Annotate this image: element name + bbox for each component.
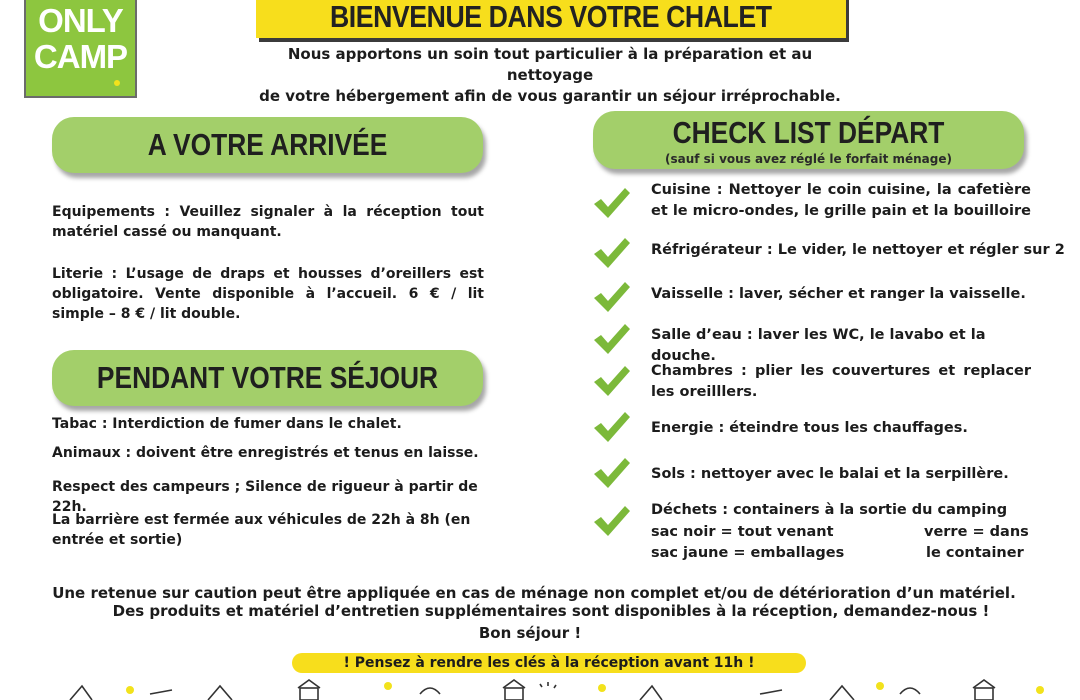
- page-title-banner: [256, 0, 846, 38]
- intro-line-2: de votre hébergement afin de vous garantir un séjour irréprochable.: [259, 87, 841, 105]
- footer-produits: Des produits et matériel d’entretien supplémentaires sont disponibles à la réception, demandez-nous !: [112, 602, 990, 620]
- checklist-item-chambres: Chambres : plier les couvertures et replacer les oreilllers.: [651, 363, 1031, 400]
- section-depart-subtitle: (sauf si vous avez réglé le forfait ménage): [665, 152, 952, 166]
- camping-doodles: [0, 674, 1080, 700]
- section-arrivee-header: [52, 117, 483, 173]
- section-sejour-header: [52, 350, 483, 406]
- check-icon: [592, 322, 632, 356]
- check-icon: [592, 504, 632, 538]
- keys-return-notice: ! Pensez à rendre les clés à la réception avant 11h !: [292, 653, 806, 673]
- sejour-respect: Respect des campeurs ; Silence de rigueur à partir de 22h.: [52, 479, 478, 515]
- dechets-sac-noir: sac noir = tout venant: [651, 524, 834, 540]
- footer-caution: Une retenue sur caution peut être appliquée en cas de ménage non complet et/ou de détérioration d’un matériel.: [52, 584, 1016, 602]
- logo-dot: [114, 80, 120, 86]
- only-camp-logo: [24, 0, 137, 98]
- checklist-item-dechets: Déchets : containers à la sortie du camping: [651, 502, 1008, 518]
- dechets-verre: verre = dans: [924, 524, 1029, 540]
- checklist-item-energie: Energie : éteindre tous les chauffages.: [651, 420, 968, 436]
- dechets-sac-jaune: sac jaune = emballages: [651, 545, 845, 561]
- arrivee-literie: Literie : L’usage de draps et housses d’oreillers est obligatoire. Vente disponible à l’accueil. 6 € / lit simple – 8 € / lit double.: [52, 266, 484, 322]
- checklist-item-vaisselle: Vaisselle : laver, sécher et ranger la vaisselle.: [651, 286, 1026, 302]
- check-icon: [592, 456, 632, 490]
- logo-line-1: ONLY: [38, 2, 123, 39]
- intro-line-1: Nous apportons un soin tout particulier à la préparation et au nettoyage: [287, 45, 813, 84]
- page-title: BIENVENUE DANS VOTRE CHALET: [330, 0, 772, 34]
- sejour-tabac: Tabac : Interdiction de fumer dans le chalet.: [52, 416, 402, 432]
- logo-line-2: CAMP: [33, 38, 128, 75]
- section-sejour-title: PENDANT VOTRE SÉJOUR: [96, 360, 439, 395]
- sejour-animaux: Animaux : doivent être enregistrés et tenus en laisse.: [52, 445, 479, 461]
- check-icon: [592, 364, 632, 398]
- check-icon: [592, 280, 632, 314]
- footer-bon-sejour: Bon séjour !: [478, 624, 582, 642]
- section-depart-title: CHECK LIST DÉPART: [672, 115, 945, 150]
- checklist-item-sols: Sols : nettoyer avec le balai et la serpillère.: [651, 466, 1009, 482]
- intro-text: [250, 44, 850, 107]
- dechets-row-3: [651, 543, 1031, 564]
- check-icon: [592, 236, 632, 270]
- dechets-row-2: [651, 522, 1031, 543]
- section-arrivee-title: A VOTRE ARRIVÉE: [147, 127, 388, 162]
- section-depart-header: [593, 111, 1024, 169]
- check-icon: [592, 186, 632, 220]
- checklist-item-salle-eau: Salle d’eau : laver les WC, le lavabo et la douche.: [651, 327, 986, 364]
- arrivee-equipements: Equipements : Veuillez signaler à la réception tout matériel cassé ou manquant.: [52, 204, 484, 240]
- sejour-barriere: La barrière est fermée aux véhicules de 22h à 8h (en entrée et sortie): [52, 512, 471, 548]
- dechets-container: le container: [926, 545, 1024, 561]
- check-icon: [592, 410, 632, 444]
- checklist-item-refrigerateur: Réfrigérateur : Le vider, le nettoyer et régler sur 2: [651, 242, 1065, 258]
- checklist-item-cuisine: Cuisine : Nettoyer le coin cuisine, la cafetière et le micro-ondes, le grille pain et la bouilloire: [651, 182, 1031, 219]
